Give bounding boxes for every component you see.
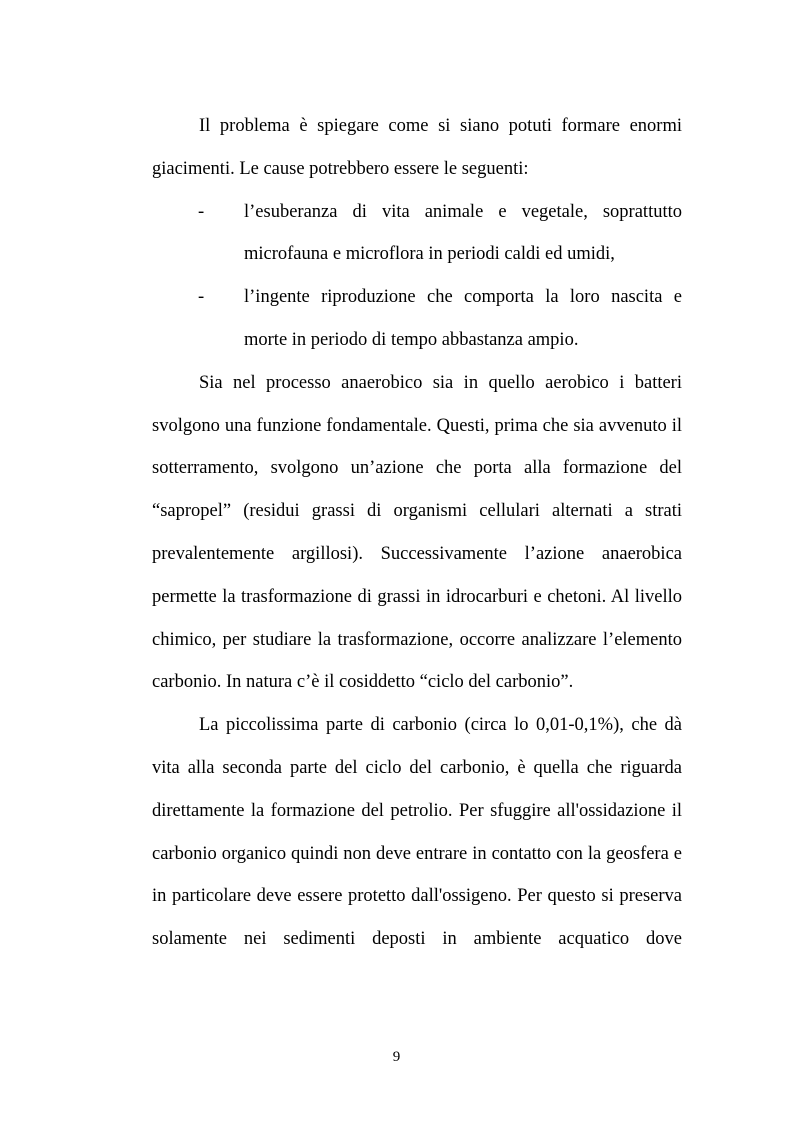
paragraph-bacteria: Sia nel processo anaerobico sia in quello aerobico i batteri svolgono una funzione fondamentale. Questi, prima che sia avvenuto il sotterramento, svolgono un’azione che porta alla formazione del “sapropel” (residui grassi di organismi cellulari alternati a strati prevalentemente argillosi). Successivamente l’azione anaerobica permette la trasformazione di grassi in idrocarburi e chetoni. Al livello chimico, per studiare la trasformazione, occorre analizzare l’elemento carbonio. In natura c’è il cosiddetto “ciclo del carbonio”. [152, 372, 682, 693]
list-dash: - [198, 287, 205, 308]
causes-list [152, 191, 682, 362]
body-text [152, 105, 682, 961]
list-item [152, 276, 682, 362]
page-number: 9 [392, 1049, 401, 1065]
list-item-text: l’ingente riproduzione che comporta la loro nascita e morte in periodo di tempo abbastanza ampio. [244, 287, 682, 350]
list-item [152, 191, 682, 277]
paragraph-carbon: La piccolissima parte di carbonio (circa lo 0,01-0,1%), che dà vita alla seconda parte del ciclo del carbonio, è quella che riguarda direttamente la formazione del petrolio. Per sfuggire all'ossidazione il carbonio organico quindi non deve entrare in contatto con la geosfera e in particolare deve essere protetto dall'ossigeno. Per questo si preserva solamente nei sedimenti deposti in ambiente acquatico dove [152, 715, 682, 950]
paragraph-problem: Il problema è spiegare come si siano potuti formare enormi giacimenti. Le cause potrebbero essere le seguenti: [152, 116, 682, 179]
list-item-text: l’esuberanza di vita animale e vegetale, soprattutto microfauna e microflora in periodi caldi ed umidi, [244, 201, 682, 265]
list-dash: - [198, 201, 205, 222]
